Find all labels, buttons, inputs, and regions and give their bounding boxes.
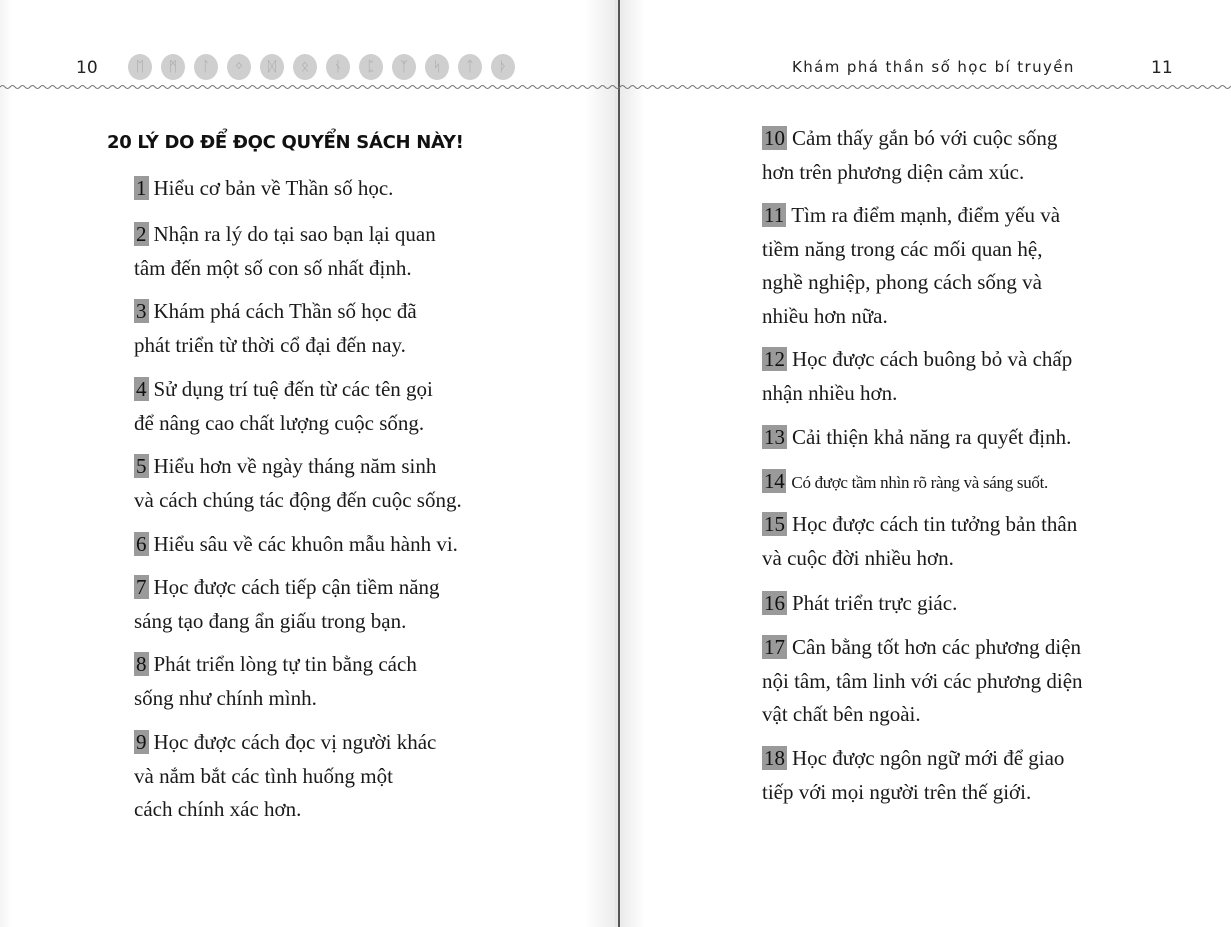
reason-text: nội tâm, tâm linh với các phương diện (762, 668, 1083, 693)
reason-line (762, 343, 1072, 377)
reason-text: Hiểu cơ bản về Thần số học. (153, 176, 394, 200)
reason-line (762, 665, 1083, 699)
reason-item (134, 528, 458, 562)
running-head: Khám phá thần số học bí truyền (792, 58, 1075, 76)
reason-line (134, 329, 417, 363)
reason-line (762, 122, 1057, 156)
reason-line (134, 605, 440, 639)
reason-text: cách chính xác hơn. (134, 797, 302, 821)
reason-item (762, 587, 957, 621)
reason-line (762, 266, 1060, 300)
reason-text: nhiều hơn nữa. (762, 303, 888, 328)
reason-text: Nhận ra lý do tại sao bạn lại quan (153, 222, 436, 246)
reason-text: và cuộc đời nhiều hơn. (762, 545, 954, 570)
reason-item (762, 343, 1072, 410)
reason-number-badge: 3 (136, 299, 147, 323)
reason-line (134, 218, 436, 252)
reason-line (134, 760, 436, 794)
reason-text: vật chất bên ngoài. (762, 702, 921, 726)
reason-line (762, 776, 1064, 810)
reason-line (762, 300, 1060, 334)
reason-number-badge: 14 (764, 469, 785, 493)
reason-item (134, 450, 462, 517)
reason-text: Phát triển trực giác. (792, 591, 958, 615)
section-title: 20 LÝ DO ĐỂ ĐỌC QUYỂN SÁCH NÀY! (107, 132, 464, 153)
reason-number-badge: 9 (136, 730, 147, 754)
reason-line (134, 571, 440, 605)
reason-item (134, 648, 417, 715)
reason-text: Có được tầm nhìn rõ ràng và sáng suốt. (791, 473, 1048, 492)
reason-item (134, 172, 393, 206)
reason-line (762, 587, 957, 621)
reason-line (134, 726, 436, 760)
reason-text: Học được cách tiếp cận tiềm năng (153, 575, 440, 599)
book-spine (618, 0, 620, 927)
reason-text: nghề nghiệp, phong cách sống và (762, 270, 1042, 294)
reason-number-badge: 4 (136, 377, 147, 401)
reason-text: sống như chính mình. (134, 685, 317, 710)
reason-text: Khám phá cách Thần số học đã (153, 299, 417, 323)
reason-text: Học được cách đọc vị người khác (153, 730, 437, 754)
reason-line (134, 450, 462, 484)
reason-text: Học được cách buông bỏ và chấp (792, 347, 1073, 371)
reason-number-badge: 17 (764, 635, 785, 659)
reason-item (762, 742, 1064, 809)
reason-line (762, 233, 1060, 267)
reason-text: Cải thiện khả năng ra quyết định. (792, 425, 1072, 449)
reason-number-badge: 5 (136, 454, 147, 478)
reason-line (134, 252, 436, 286)
reason-number-badge: 12 (764, 347, 785, 371)
reason-item (134, 295, 417, 362)
reason-text: Cảm thấy gắn bó với cuộc sống (792, 126, 1058, 150)
reason-line (762, 542, 1077, 576)
reason-text: tiềm năng trong các mối quan hệ, (762, 236, 1043, 261)
reason-number-badge: 16 (764, 591, 785, 615)
reason-item (762, 631, 1083, 732)
reason-item (134, 726, 436, 827)
reason-item (134, 571, 440, 638)
reason-item (762, 508, 1077, 575)
reason-line (134, 528, 458, 562)
reason-item (762, 421, 1071, 455)
reason-line (134, 682, 417, 716)
reason-text: và nắm bắt các tình huống một (134, 763, 393, 788)
reason-item (762, 199, 1060, 333)
reason-item (762, 122, 1057, 189)
reason-item (134, 373, 433, 440)
reason-line (134, 172, 393, 206)
reason-line (134, 793, 436, 827)
reason-line (134, 484, 462, 518)
reason-text: Hiểu hơn về ngày tháng năm sinh (153, 454, 437, 478)
reason-number-badge: 1 (136, 176, 147, 200)
reason-line (762, 377, 1072, 411)
reason-text: Sử dụng trí tuệ đến từ các tên gọi (153, 377, 433, 401)
reason-text: Cân bằng tốt hơn các phương diện (792, 635, 1082, 659)
reason-text: để nâng cao chất lượng cuộc sống. (134, 410, 425, 435)
reason-text: Học được ngôn ngữ mới để giao (792, 746, 1065, 770)
header-wave-divider (0, 82, 1231, 92)
reason-text: tiếp với mọi người trên thế giới. (762, 779, 1032, 804)
reason-number-badge: 13 (764, 425, 785, 449)
reason-item (762, 465, 1048, 500)
reason-line (762, 698, 1083, 732)
reason-number-badge: 6 (136, 532, 147, 556)
page-number-right: 11 (1151, 58, 1173, 78)
rune-decoration: ᛖ ᛗ ᛚ ᛜ ᛞ ᛟ ᚾ ᛈ ᛉ ᛋ ᛏ ᚦ (128, 54, 515, 80)
reason-number-badge: 11 (764, 203, 785, 227)
reason-text: nhận nhiều hơn. (762, 380, 898, 405)
reason-text: sáng tạo đang ẩn giấu trong bạn. (134, 608, 407, 633)
reason-text: và cách chúng tác động đến cuộc sống. (134, 487, 462, 512)
reason-text: Học được cách tin tưởng bản thân (792, 512, 1078, 536)
reason-line (134, 407, 433, 441)
page-number-left: 10 (76, 58, 98, 78)
reason-line (134, 648, 417, 682)
reason-number-badge: 8 (136, 652, 147, 676)
reason-text: Tìm ra điểm mạnh, điểm yếu và (791, 203, 1061, 227)
reason-line (762, 199, 1060, 233)
reason-text: Hiểu sâu về các khuôn mẫu hành vi. (153, 532, 458, 556)
reason-line (762, 631, 1083, 665)
reason-text: hơn trên phương diện cảm xúc. (762, 159, 1025, 184)
reason-line (762, 742, 1064, 776)
reason-text: phát triển từ thời cổ đại đến nay. (134, 332, 406, 357)
reason-line (762, 465, 1048, 500)
reason-number-badge: 15 (764, 512, 785, 536)
reason-number-badge: 7 (136, 575, 147, 599)
reason-line (762, 156, 1057, 190)
reason-text: tâm đến một số con số nhất định. (134, 255, 412, 280)
reason-number-badge: 10 (764, 126, 785, 150)
reason-item (134, 218, 436, 285)
reason-number-badge: 18 (764, 746, 785, 770)
reason-number-badge: 2 (136, 222, 147, 246)
reason-line (134, 295, 417, 329)
reason-line (134, 373, 433, 407)
reason-text: Phát triển lòng tự tin bằng cách (153, 652, 417, 676)
reason-line (762, 421, 1071, 455)
reason-line (762, 508, 1077, 542)
